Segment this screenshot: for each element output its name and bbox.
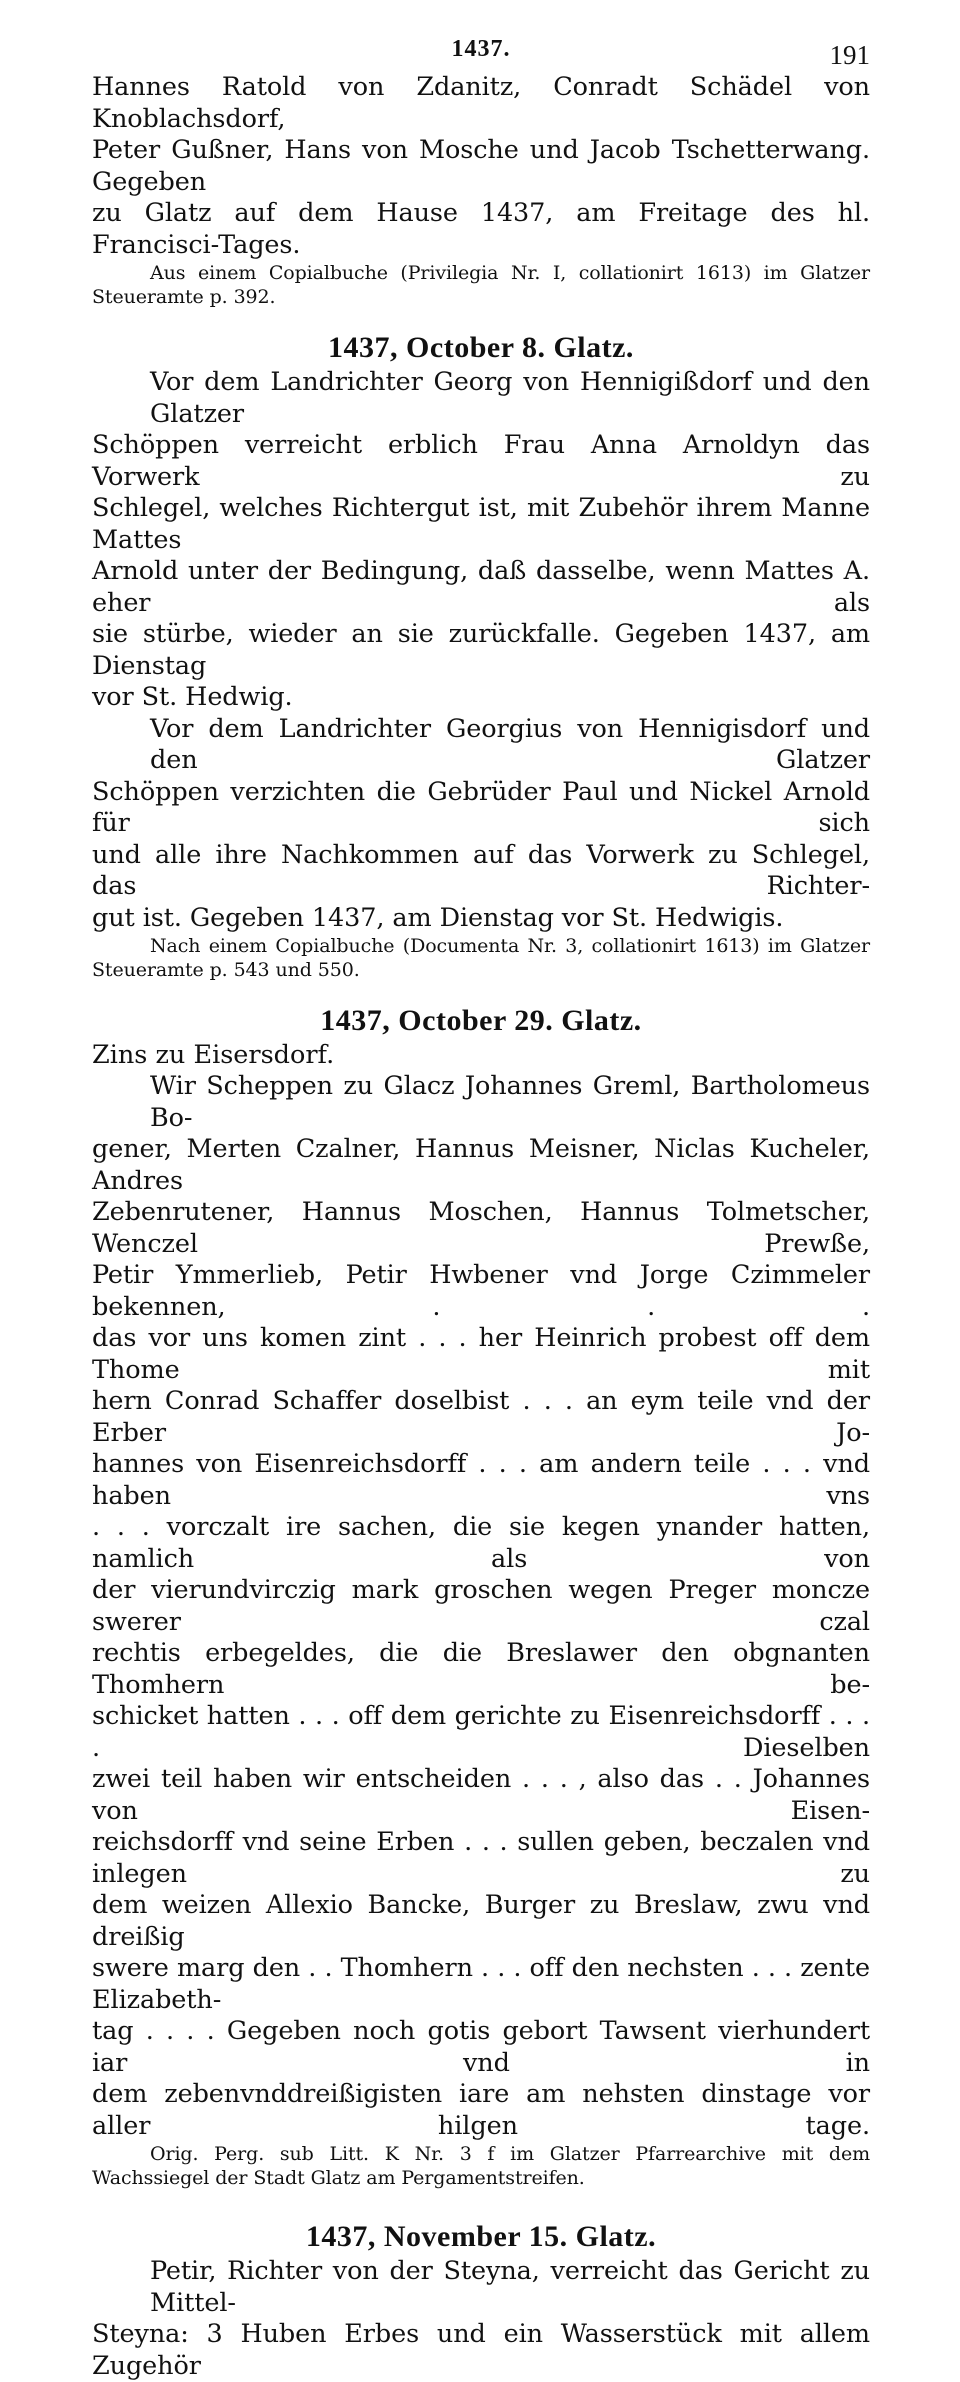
source-line: Steueramte p. 543 und 550. bbox=[92, 959, 360, 981]
text-line: zwei teil haben wir entscheiden . . . , also das . . Johannes von Eisen- bbox=[92, 1764, 870, 1826]
text-line: reichsdorff vnd seine Erben . . . sullen geben, beczalen vnd inlegen zu bbox=[92, 1827, 870, 1889]
text-line: und alle ihre Nachkommen auf das Vorwerk zu Schlegel, das Richter- bbox=[92, 839, 870, 901]
text-line: dem zebenvnddreißigisten iare am nehsten dinstage vor aller hilgen tage. bbox=[92, 2079, 870, 2141]
entry-paragraph bbox=[92, 1071, 870, 2142]
page-number: 191 bbox=[829, 40, 870, 70]
text-line: das vor uns komen zint . . . her Heinrich probest off dem Thome mit bbox=[92, 1323, 870, 1385]
text-line: Vor dem Landrichter Georg von Hennigißdorf und den Glatzer bbox=[150, 367, 870, 429]
text-line: gener, Merten Czalner, Hannus Meisner, Niclas Kucheler, Andres bbox=[92, 1134, 870, 1196]
text-line: Steyna: 3 Huben Erbes und ein Wasserstück mit allem Zugehör bbox=[92, 2319, 870, 2381]
entry-paragraph bbox=[92, 367, 870, 714]
source-line: Wachssiegel der Stadt Glatz am Pergamentstreifen. bbox=[92, 2167, 585, 2189]
entry-subtitle: Zins zu Eisersdorf. bbox=[92, 1040, 335, 1070]
text-line: dem weizen Allexio Bancke, Burger zu Breslaw, zwu vnd dreißig bbox=[92, 1890, 870, 1952]
source-line: Steueramte p. 392. bbox=[92, 286, 276, 308]
source-note bbox=[92, 2142, 870, 2190]
text-line: Arnold unter der Bedingung, daß dasselbe, wenn Mattes A. eher als bbox=[92, 556, 870, 618]
text-line: swere marg den . . Thomhern . . . off den nechsten . . . zente Elizabeth- bbox=[92, 1953, 870, 2015]
text-line: Schlegel, welches Richtergut ist, mit Zubehör ihrem Manne Mattes bbox=[92, 493, 870, 555]
text-line: sie stürbe, wieder an sie zurückfalle. Gegeben 1437, am Dienstag bbox=[92, 619, 870, 681]
text-line: Wir Scheppen zu Glacz Johannes Greml, Bartholomeus Bo- bbox=[150, 1071, 870, 1133]
text-line: zu Glatz auf dem Hause 1437, am Freitage des hl. Francisci-Tages. bbox=[92, 198, 870, 260]
running-head-year: 1437. bbox=[451, 36, 511, 62]
entry-heading: 1437, November 15. Glatz. bbox=[305, 2220, 657, 2253]
entry-paragraph bbox=[92, 2256, 870, 2382]
text-line: Petir, Richter von der Steyna, verreicht das Gericht zu Mittel- bbox=[150, 2256, 870, 2318]
source-note bbox=[92, 934, 870, 982]
spacer bbox=[92, 2190, 870, 2198]
entry-heading: 1437, October 29. Glatz. bbox=[320, 1004, 642, 1037]
text-line: Zebenrutener, Hannus Moschen, Hannus Tolmetscher, Wenczel Prewße, bbox=[92, 1197, 870, 1259]
text-line: schicket hatten . . . off dem gerichte zu Eisenreichsdorff . . . . Dieselben bbox=[92, 1701, 870, 1763]
text-line: Hannes Ratold von Zdanitz, Conradt Schädel von Knoblachsdorf, bbox=[92, 72, 870, 134]
continuation-paragraph bbox=[92, 72, 870, 261]
text-line: tag . . . . Gegeben noch gotis gebort Tawsent vierhundert iar vnd in bbox=[92, 2016, 870, 2078]
source-line: Orig. Perg. sub Litt. K Nr. 3 f im Glatzer Pfarrearchive mit dem bbox=[150, 2143, 870, 2165]
text-line: Peter Gußner, Hans von Mosche und Jacob Tschetterwang. Gegeben bbox=[92, 135, 870, 197]
text-line: der vierundvirczig mark groschen wegen Preger moncze swerer czal bbox=[92, 1575, 870, 1637]
source-line: Nach einem Copialbuche (Documenta Nr. 3, collationirt 1613) im Glatzer bbox=[150, 935, 870, 957]
text-line: vor St. Hedwig. bbox=[92, 682, 293, 712]
source-note bbox=[92, 261, 870, 309]
text-line: rechtis erbegeldes, die die Breslawer den obgnanten Thomhern be- bbox=[92, 1638, 870, 1700]
entry-heading: 1437, October 8. Glatz. bbox=[328, 331, 634, 364]
text-line: Vor dem Landrichter Georgius von Hennigisdorf und den Glatzer bbox=[150, 713, 870, 775]
text-line: hannes von Eisenreichsdorff . . . am andern teile . . . vnd haben vns bbox=[92, 1449, 870, 1511]
source-line: Aus einem Copialbuche (Privilegia Nr. I, collationirt 1613) im Glatzer bbox=[150, 262, 870, 284]
text-line: Schöppen verreicht erblich Frau Anna Arnoldyn das Vorwerk zu bbox=[92, 430, 870, 492]
text-line: gut ist. Gegeben 1437, am Dienstag vor St. Hedwigis. bbox=[92, 902, 784, 933]
document-page bbox=[92, 28, 870, 2382]
text-line: hern Conrad Schaffer doselbist . . . an eym teile vnd der Erber Jo- bbox=[92, 1386, 870, 1448]
running-head bbox=[92, 28, 870, 72]
text-line: Schöppen verzichten die Gebrüder Paul und Nickel Arnold für sich bbox=[92, 776, 870, 838]
text-line: . . . vorczalt ire sachen, die sie kegen ynander hatten, namlich als von bbox=[92, 1512, 870, 1574]
entry-paragraph bbox=[92, 714, 870, 935]
text-line: Petir Ymmerlieb, Petir Hwbener vnd Jorge Czimmeler bekennen, . . . bbox=[92, 1260, 870, 1322]
